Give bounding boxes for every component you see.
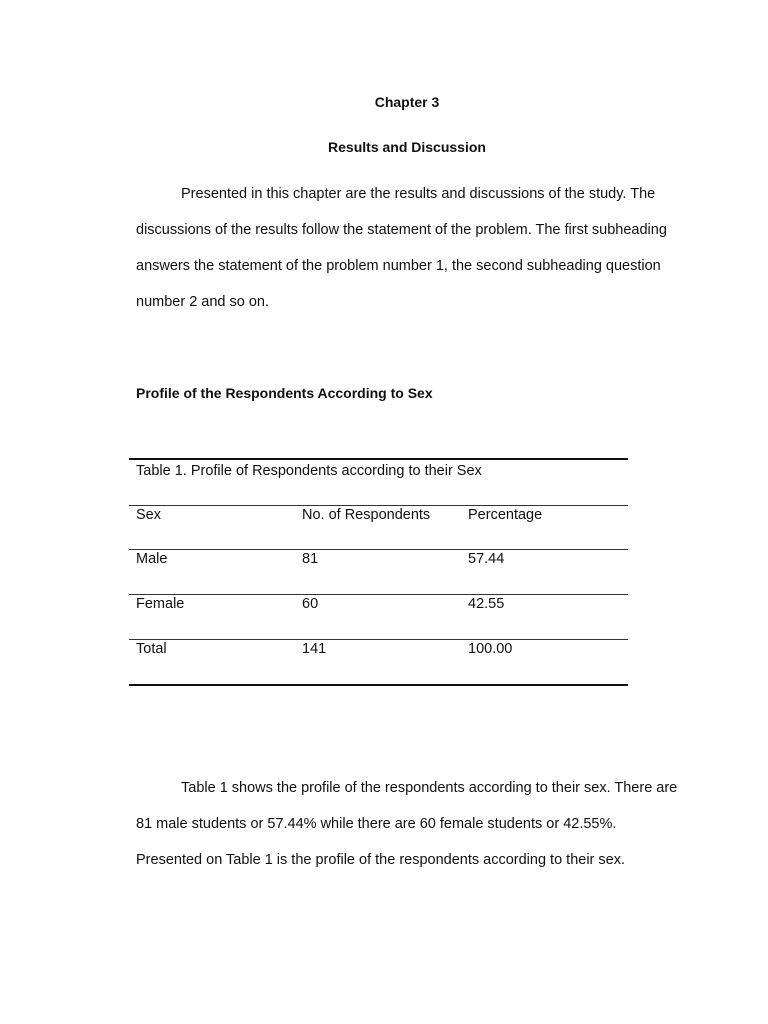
profile-table [129,458,628,686]
discussion-paragraph-text: Table 1 shows the profile of the respondents according to their sex. There are 81 male students or 57.44% while there are 60 female students or 42.55%. Presented on Table 1 is the profile of the respondents according to their sex. [136,780,678,868]
table-cell: 42.55 [468,596,505,612]
table-header-cell: Percentage [468,507,543,523]
table-cell: 141 [302,641,327,657]
section-title: Results and Discussion [328,139,486,155]
table-cell: 60 [302,596,319,612]
table-cell: 100.00 [468,641,513,657]
table-header-cell: No. of Respondents [302,507,431,523]
intro-paragraph-text: Presented in this chapter are the results and discussions of the study. The discussions of the results follow the statement of the problem. The first subheading answers the statement of the problem number 1, the second subheading question number 2 and so on. [136,186,667,310]
table-cell: Male [136,551,168,567]
intro-paragraph [136,176,681,320]
subheading: Profile of the Respondents According to Sex [136,385,433,401]
table-row [129,550,628,594]
table-cell: 57.44 [468,551,505,567]
table-row [129,640,628,684]
table-row [129,595,628,639]
discussion-paragraph [136,770,681,878]
table-cell: 81 [302,551,319,567]
table-header-cell: Sex [136,507,161,523]
table-bottom-rule [129,684,628,686]
table-cell: Female [136,596,185,612]
chapter-heading: Chapter 3 [374,94,440,110]
table-cell: Total [136,641,167,657]
table-header-row [129,506,628,549]
table-caption: Table 1. Profile of Respondents according to their Sex [136,463,482,479]
